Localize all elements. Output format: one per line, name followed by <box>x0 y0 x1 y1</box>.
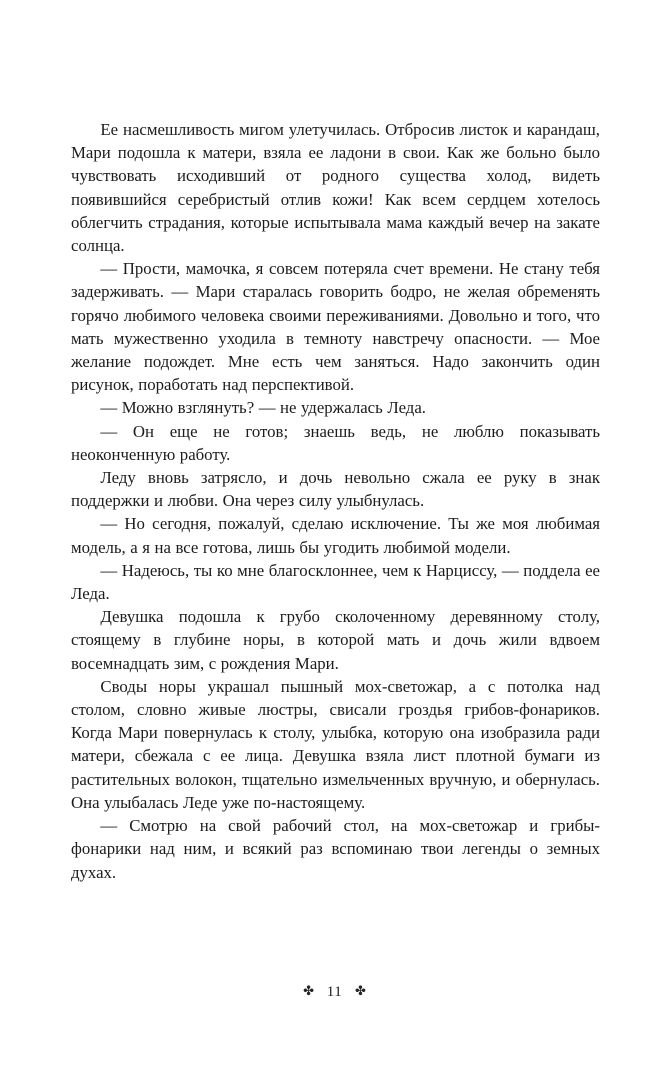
paragraph: Своды норы украшал пышный мох-светожар, а с потолка над столом, словно живые люстры, свисали гроздья грибов-фонариков. Когда Мари повернулась к столу, улыбка, которую она изобразила ради матери, сбежала с ее лица. Девушка взяла лист плотной бумаги из растительных волокон, тщательно измельченных вручную, и обернулась. Она улыбалась Леде уже по-настоящему. <box>71 676 600 812</box>
paragraph: Леду вновь затрясло, и дочь невольно сжала ее руку в знак поддержки и любви. Она через силу улыбнулась. <box>71 468 600 511</box>
paragraph: — Прости, мамочка, я совсем потеряла счет времени. Не стану тебя задерживать. — Мари старалась говорить бодро, не желая обременять горячо любимого человека своими переживаниями. Довольно и того, что мать мужественно уходила в темноту навстречу опасности. — Мое желание подождет. Мне есть чем заняться. Надо закончить один рисунок, поработать над перспективой. <box>71 259 600 395</box>
text-block <box>71 118 600 884</box>
paragraph: — Можно взглянуть? — не удержалась Леда. <box>100 398 426 418</box>
paragraph: — Надеюсь, ты ко мне благосклоннее, чем к Нарциссу, — поддела ее Леда. <box>71 560 600 604</box>
paragraph: — Он еще не готов; знаешь ведь, не люблю показывать неоконченную работу. <box>71 421 600 464</box>
page-footer <box>0 984 669 1001</box>
paragraph: Девушка подошла к грубо сколоченному деревянному столу, стоящему в глубине норы, в которой мать и дочь жили вдвоем восемнадцать зим, с рождения Мари. <box>71 607 600 673</box>
page-number: 11 <box>326 984 343 1000</box>
paragraph: — Но сегодня, пожалуй, сделаю исключение. Ты же моя любимая модель, а я на все готова, лишь бы угодить любимой модели. <box>71 514 600 557</box>
fleuron-right-icon: ✤ <box>354 983 366 998</box>
fleuron-left-icon: ✤ <box>303 983 315 998</box>
paragraph: Ее насмешливость мигом улетучилась. Отбросив листок и карандаш, Мари подошла к матери, взяла ее ладони в свои. Как же больно было чувствовать исходивший от родного существа холод, видеть появившийся серебристый отлив кожи! Как всем сердцем хотелось облегчить страдания, которые испытывала мама каждый вечер на закате солнца. <box>71 120 600 256</box>
paragraph: — Смотрю на свой рабочий стол, на мох-светожар и грибы-фонарики над ним, и всякий раз вспоминаю твои легенды о земных духах. <box>71 816 600 882</box>
